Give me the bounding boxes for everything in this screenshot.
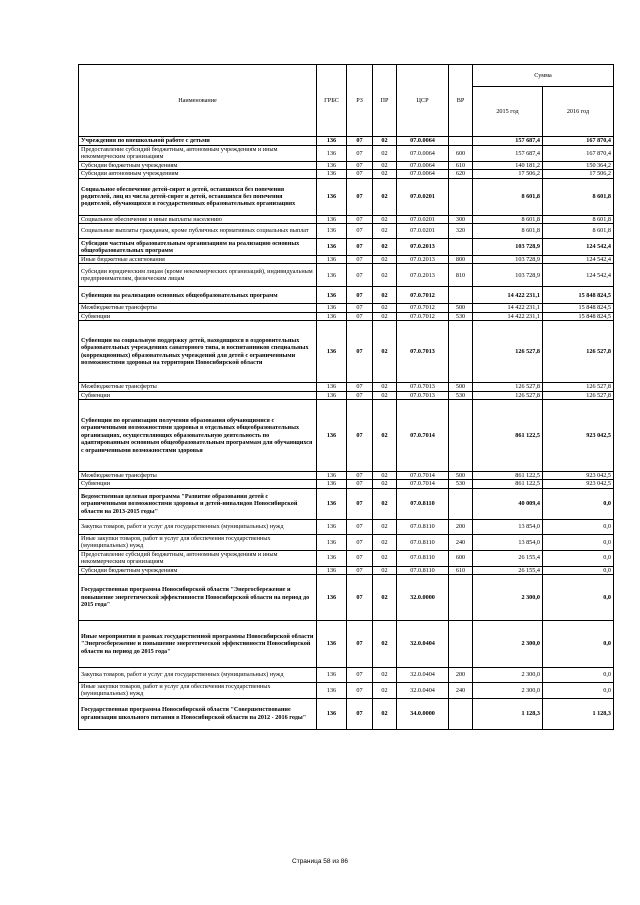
- row-pr: 02: [373, 137, 397, 146]
- row-sum-2016: 0,0: [543, 574, 614, 620]
- row-sum-2016: 15 848 824,5: [543, 312, 614, 320]
- row-name: Государственная программа Новосибирской области "Совершенствование организации школьного питания в Новосибирской области на 2012 - 2016 годы": [79, 698, 317, 729]
- row-grbs: 136: [317, 667, 347, 682]
- row-grbs: 136: [317, 620, 347, 667]
- row-pr: 02: [373, 215, 397, 223]
- table-row: [79, 239, 614, 256]
- row-rz: 07: [347, 304, 373, 312]
- row-sum-2015: 2 300,0: [473, 620, 543, 667]
- header-year-2015: 2015 год: [473, 87, 543, 137]
- row-sum-2015: 40 009,4: [473, 488, 543, 519]
- row-grbs: 136: [317, 224, 347, 239]
- row-rz: 07: [347, 550, 373, 566]
- table-row: [79, 480, 614, 488]
- row-grbs: 136: [317, 215, 347, 223]
- row-csr: 07.0.8110: [397, 550, 449, 566]
- row-pr: 02: [373, 239, 397, 256]
- table-row: [79, 321, 614, 383]
- table-row: [79, 178, 614, 215]
- row-pr: 02: [373, 224, 397, 239]
- table-row: [79, 391, 614, 399]
- table-row: [79, 264, 614, 287]
- row-rz: 07: [347, 312, 373, 320]
- row-sum-2016: 923 042,5: [543, 472, 614, 480]
- row-vr: 600: [449, 146, 473, 162]
- row-name: Иные закупки товаров, работ и услуг для обеспечения государственных (муниципальных) нужд: [79, 534, 317, 550]
- row-pr: 02: [373, 480, 397, 488]
- row-grbs: 136: [317, 566, 347, 574]
- row-sum-2015: 14 422 231,1: [473, 304, 543, 312]
- row-grbs: 136: [317, 488, 347, 519]
- row-pr: 02: [373, 620, 397, 667]
- row-vr: 500: [449, 383, 473, 391]
- row-pr: 02: [373, 574, 397, 620]
- row-rz: 07: [347, 472, 373, 480]
- table-row: [79, 287, 614, 304]
- row-grbs: 136: [317, 239, 347, 256]
- row-name: Субсидии бюджетным учреждениям: [79, 161, 317, 169]
- row-vr: 200: [449, 519, 473, 534]
- row-name: Ведомственная целевая программа "Развитие образования детей с ограниченными возможностями здоровья и детей-инвалидов Новосибирской области на 2013-2015 годы": [79, 488, 317, 519]
- row-grbs: 136: [317, 178, 347, 215]
- row-csr: 07.0.7012: [397, 287, 449, 304]
- row-pr: 02: [373, 682, 397, 698]
- row-pr: 02: [373, 304, 397, 312]
- row-csr: 07.0.2013: [397, 256, 449, 264]
- row-sum-2016: 923 042,5: [543, 400, 614, 472]
- row-sum-2015: 103 728,9: [473, 239, 543, 256]
- row-rz: 07: [347, 383, 373, 391]
- row-pr: 02: [373, 566, 397, 574]
- row-sum-2016: 1 128,3: [543, 698, 614, 729]
- row-sum-2015: 126 527,8: [473, 383, 543, 391]
- table-row: [79, 146, 614, 162]
- row-csr: 07.0.8110: [397, 534, 449, 550]
- row-name: Субсидии автономным учреждениям: [79, 170, 317, 178]
- row-sum-2015: 157 687,4: [473, 137, 543, 146]
- table-row: [79, 170, 614, 178]
- row-vr: 610: [449, 161, 473, 169]
- row-rz: 07: [347, 391, 373, 399]
- row-rz: 07: [347, 667, 373, 682]
- row-grbs: 136: [317, 312, 347, 320]
- row-sum-2016: 126 527,8: [543, 383, 614, 391]
- row-vr: 300: [449, 215, 473, 223]
- row-rz: 07: [347, 224, 373, 239]
- row-rz: 07: [347, 256, 373, 264]
- table-row: [79, 550, 614, 566]
- row-rz: 07: [347, 137, 373, 146]
- row-sum-2016: 124 542,4: [543, 256, 614, 264]
- row-csr: 07.0.7014: [397, 400, 449, 472]
- budget-table: [78, 64, 614, 730]
- row-csr: 07.0.7012: [397, 304, 449, 312]
- row-vr: [449, 488, 473, 519]
- row-sum-2015: 861 122,5: [473, 472, 543, 480]
- row-name: Субвенции по организации получения образования обучающимися с ограниченными возможностями здоровья в отдельных общеобразовательных организациях, осуществляющих образовательную деятельность по адаптированным основным общеобразовательным программам для обучающихся с ограниченными возможностями здоровья: [79, 400, 317, 472]
- table-row: [79, 472, 614, 480]
- row-sum-2015: 140 181,2: [473, 161, 543, 169]
- row-grbs: 136: [317, 698, 347, 729]
- row-sum-2016: 0,0: [543, 620, 614, 667]
- row-sum-2015: 103 728,9: [473, 256, 543, 264]
- row-vr: 620: [449, 170, 473, 178]
- row-name: Межбюджетные трансферты: [79, 304, 317, 312]
- row-sum-2016: 15 848 824,5: [543, 304, 614, 312]
- row-csr: 07.0.0201: [397, 178, 449, 215]
- row-grbs: 136: [317, 161, 347, 169]
- row-vr: 320: [449, 224, 473, 239]
- row-pr: 02: [373, 264, 397, 287]
- row-csr: 07.0.0064: [397, 170, 449, 178]
- row-rz: 07: [347, 287, 373, 304]
- row-csr: 07.0.8110: [397, 566, 449, 574]
- row-pr: 02: [373, 391, 397, 399]
- table-row: [79, 682, 614, 698]
- row-grbs: 136: [317, 383, 347, 391]
- table-body: [79, 137, 614, 730]
- row-vr: [449, 137, 473, 146]
- row-sum-2016: 8 601,8: [543, 215, 614, 223]
- row-sum-2015: 8 601,8: [473, 215, 543, 223]
- row-grbs: 136: [317, 264, 347, 287]
- row-pr: 02: [373, 383, 397, 391]
- row-name: Субвенции: [79, 480, 317, 488]
- row-pr: 02: [373, 519, 397, 534]
- row-vr: [449, 321, 473, 383]
- row-vr: 600: [449, 550, 473, 566]
- row-name: Субвенции: [79, 312, 317, 320]
- row-vr: [449, 178, 473, 215]
- row-rz: 07: [347, 519, 373, 534]
- row-grbs: 136: [317, 472, 347, 480]
- row-vr: 530: [449, 312, 473, 320]
- row-csr: 32.0.0404: [397, 667, 449, 682]
- row-sum-2016: 124 542,4: [543, 264, 614, 287]
- row-rz: 07: [347, 534, 373, 550]
- row-sum-2016: 0,0: [543, 488, 614, 519]
- table-row: [79, 698, 614, 729]
- row-grbs: 136: [317, 287, 347, 304]
- row-sum-2015: 2 300,0: [473, 682, 543, 698]
- row-csr: 32.0.0000: [397, 574, 449, 620]
- row-vr: 500: [449, 304, 473, 312]
- table-row: [79, 400, 614, 472]
- row-name: Государственная программа Новосибирской области "Энергосбережение и повышение энергетической эффективности Новосибирской области на период до 2015 года": [79, 574, 317, 620]
- row-pr: 02: [373, 170, 397, 178]
- row-sum-2016: 0,0: [543, 550, 614, 566]
- row-sum-2016: 923 042,5: [543, 480, 614, 488]
- row-sum-2015: 126 527,8: [473, 391, 543, 399]
- row-sum-2015: 13 854,0: [473, 534, 543, 550]
- row-sum-2016: 0,0: [543, 682, 614, 698]
- table-row: [79, 488, 614, 519]
- row-rz: 07: [347, 170, 373, 178]
- row-vr: [449, 574, 473, 620]
- row-pr: 02: [373, 550, 397, 566]
- row-csr: 07.0.7013: [397, 321, 449, 383]
- row-rz: 07: [347, 264, 373, 287]
- row-name: Социальное обеспечение детей-сирот и детей, оставшихся без попечения родителей, лиц из числа детей-сирот и детей, оставшихся без попечения родителей, обучающихся в государственных образовательных организациях: [79, 178, 317, 215]
- row-sum-2015: 14 422 231,1: [473, 287, 543, 304]
- row-name: Иные закупки товаров, работ и услуг для обеспечения государственных (муниципальных) нужд: [79, 682, 317, 698]
- row-csr: 07.0.8110: [397, 519, 449, 534]
- table-row: [79, 304, 614, 312]
- row-name: Иные мероприятия в рамках государственной программы Новосибирской области "Энергосбережение и повышение энергетической эффективности Новосибирской области на период до 2015 года": [79, 620, 317, 667]
- row-vr: 610: [449, 566, 473, 574]
- row-name: Предоставление субсидий бюджетным, автономным учреждениям и иным некоммерческим организациям: [79, 550, 317, 566]
- header-rz: РЗ: [347, 65, 373, 137]
- row-name: Социальные выплаты гражданам, кроме публичных нормативных социальных выплат: [79, 224, 317, 239]
- row-pr: 02: [373, 161, 397, 169]
- row-pr: 02: [373, 472, 397, 480]
- table-row: [79, 574, 614, 620]
- row-sum-2016: 126 527,8: [543, 321, 614, 383]
- row-name: Субсидии частным образовательным организациям на реализацию основных общеобразовательных программ: [79, 239, 317, 256]
- row-grbs: 136: [317, 480, 347, 488]
- row-csr: 07.0.7014: [397, 472, 449, 480]
- row-rz: 07: [347, 215, 373, 223]
- row-sum-2016: 0,0: [543, 667, 614, 682]
- table-row: [79, 312, 614, 320]
- row-grbs: 136: [317, 550, 347, 566]
- row-sum-2016: 167 870,4: [543, 137, 614, 146]
- row-name: Иные бюджетные ассигнования: [79, 256, 317, 264]
- row-pr: 02: [373, 698, 397, 729]
- row-grbs: 136: [317, 321, 347, 383]
- row-name: Закупка товаров, работ и услуг для государственных (муниципальных) нужд: [79, 519, 317, 534]
- table-row: [79, 224, 614, 239]
- row-csr: 07.0.7013: [397, 383, 449, 391]
- row-name: Социальное обеспечение и иные выплаты населению: [79, 215, 317, 223]
- row-rz: 07: [347, 620, 373, 667]
- header-csr: ЦСР: [397, 65, 449, 137]
- table-row: [79, 620, 614, 667]
- header-sum: Сумма: [473, 65, 614, 87]
- row-grbs: 136: [317, 534, 347, 550]
- row-sum-2016: 0,0: [543, 566, 614, 574]
- row-csr: 07.0.2013: [397, 264, 449, 287]
- row-pr: 02: [373, 488, 397, 519]
- row-pr: 02: [373, 146, 397, 162]
- row-sum-2016: 0,0: [543, 534, 614, 550]
- row-sum-2015: 14 422 231,1: [473, 312, 543, 320]
- row-grbs: 136: [317, 137, 347, 146]
- row-sum-2016: 124 542,4: [543, 239, 614, 256]
- row-rz: 07: [347, 239, 373, 256]
- row-sum-2016: 15 848 824,5: [543, 287, 614, 304]
- row-name: Предоставление субсидий бюджетным, автономным учреждениям и иным некоммерческим организациям: [79, 146, 317, 162]
- header-year-2016: 2016 год: [543, 87, 614, 137]
- row-sum-2015: 8 601,8: [473, 224, 543, 239]
- row-rz: 07: [347, 178, 373, 215]
- row-rz: 07: [347, 566, 373, 574]
- row-sum-2015: 157 687,4: [473, 146, 543, 162]
- row-sum-2015: 2 300,0: [473, 667, 543, 682]
- row-sum-2015: 8 601,8: [473, 178, 543, 215]
- table-row: [79, 566, 614, 574]
- row-pr: 02: [373, 321, 397, 383]
- row-sum-2015: 26 155,4: [473, 566, 543, 574]
- table-row: [79, 256, 614, 264]
- row-grbs: 136: [317, 574, 347, 620]
- row-pr: 02: [373, 256, 397, 264]
- row-rz: 07: [347, 480, 373, 488]
- table-row: [79, 519, 614, 534]
- header-pr: ПР: [373, 65, 397, 137]
- row-sum-2016: 0,0: [543, 519, 614, 534]
- row-grbs: 136: [317, 170, 347, 178]
- row-vr: [449, 287, 473, 304]
- row-csr: 07.0.0064: [397, 137, 449, 146]
- row-sum-2016: 8 601,8: [543, 178, 614, 215]
- row-rz: 07: [347, 488, 373, 519]
- row-rz: 07: [347, 146, 373, 162]
- row-csr: 32.0.0404: [397, 682, 449, 698]
- row-rz: 07: [347, 682, 373, 698]
- row-name: Межбюджетные трансферты: [79, 383, 317, 391]
- row-sum-2016: 167 870,4: [543, 146, 614, 162]
- page-footer: Страница 58 из 86: [292, 858, 348, 865]
- row-grbs: 136: [317, 400, 347, 472]
- row-pr: 02: [373, 534, 397, 550]
- row-rz: 07: [347, 574, 373, 620]
- row-grbs: 136: [317, 391, 347, 399]
- row-sum-2015: 2 300,0: [473, 574, 543, 620]
- row-grbs: 136: [317, 304, 347, 312]
- row-grbs: 136: [317, 146, 347, 162]
- header-name: Наименование: [79, 65, 317, 137]
- row-pr: 02: [373, 312, 397, 320]
- row-vr: [449, 400, 473, 472]
- row-csr: 07.0.0064: [397, 161, 449, 169]
- row-vr: 530: [449, 391, 473, 399]
- row-csr: 07.0.2013: [397, 239, 449, 256]
- row-name: Межбюджетные трансферты: [79, 472, 317, 480]
- row-rz: 07: [347, 698, 373, 729]
- row-vr: 800: [449, 256, 473, 264]
- row-grbs: 136: [317, 519, 347, 534]
- row-vr: 530: [449, 480, 473, 488]
- row-sum-2015: 17 506,2: [473, 170, 543, 178]
- table-row: [79, 383, 614, 391]
- row-csr: 32.0.0404: [397, 620, 449, 667]
- row-pr: 02: [373, 287, 397, 304]
- row-name: Закупка товаров, работ и услуг для государственных (муниципальных) нужд: [79, 667, 317, 682]
- row-rz: 07: [347, 161, 373, 169]
- row-csr: 07.0.0064: [397, 146, 449, 162]
- table-row: [79, 161, 614, 169]
- table-row: [79, 667, 614, 682]
- row-csr: 34.0.0000: [397, 698, 449, 729]
- row-csr: 07.0.7014: [397, 480, 449, 488]
- row-vr: 200: [449, 667, 473, 682]
- row-name: Субвенции на реализацию основных общеобразовательных программ: [79, 287, 317, 304]
- row-rz: 07: [347, 400, 373, 472]
- row-vr: [449, 239, 473, 256]
- row-sum-2015: 103 728,9: [473, 264, 543, 287]
- row-sum-2015: 13 854,0: [473, 519, 543, 534]
- row-vr: 240: [449, 682, 473, 698]
- row-name: Субвенции: [79, 391, 317, 399]
- row-sum-2015: 861 122,5: [473, 480, 543, 488]
- row-sum-2016: 126 527,8: [543, 391, 614, 399]
- header-grbs: ГРБС: [317, 65, 347, 137]
- row-csr: 07.0.0201: [397, 224, 449, 239]
- row-vr: [449, 698, 473, 729]
- row-sum-2015: 1 128,3: [473, 698, 543, 729]
- row-sum-2015: 26 155,4: [473, 550, 543, 566]
- row-name: Учреждения по внешкольной работе с детьми: [79, 137, 317, 146]
- table-row: [79, 137, 614, 146]
- row-pr: 02: [373, 667, 397, 682]
- row-pr: 02: [373, 178, 397, 215]
- row-name: Субвенции на социальную поддержку детей, находящихся в оздоровительных образовательных учреждениях санаторного типа, и воспитанников специальных (коррекционных) образовательных учреждений для детей с ограниченными возможностями здоровья на территории Новосибирской области: [79, 321, 317, 383]
- row-sum-2016: 8 601,8: [543, 224, 614, 239]
- row-csr: 07.0.8110: [397, 488, 449, 519]
- row-vr: 500: [449, 472, 473, 480]
- table-row: [79, 534, 614, 550]
- row-pr: 02: [373, 400, 397, 472]
- row-csr: 07.0.0201: [397, 215, 449, 223]
- row-sum-2016: 150 364,2: [543, 161, 614, 169]
- row-rz: 07: [347, 321, 373, 383]
- row-csr: 07.0.7012: [397, 312, 449, 320]
- row-name: Субсидии юридическим лицам (кроме некоммерческих организаций), индивидуальным предпринимателям, физическим лицам: [79, 264, 317, 287]
- row-csr: 07.0.7013: [397, 391, 449, 399]
- row-vr: [449, 620, 473, 667]
- header-vr: ВР: [449, 65, 473, 137]
- row-sum-2016: 17 506,2: [543, 170, 614, 178]
- row-name: Субсидии бюджетным учреждениям: [79, 566, 317, 574]
- row-vr: 240: [449, 534, 473, 550]
- row-grbs: 136: [317, 256, 347, 264]
- table-row: [79, 215, 614, 223]
- row-sum-2015: 861 122,5: [473, 400, 543, 472]
- row-vr: 810: [449, 264, 473, 287]
- row-grbs: 136: [317, 682, 347, 698]
- row-sum-2015: 126 527,8: [473, 321, 543, 383]
